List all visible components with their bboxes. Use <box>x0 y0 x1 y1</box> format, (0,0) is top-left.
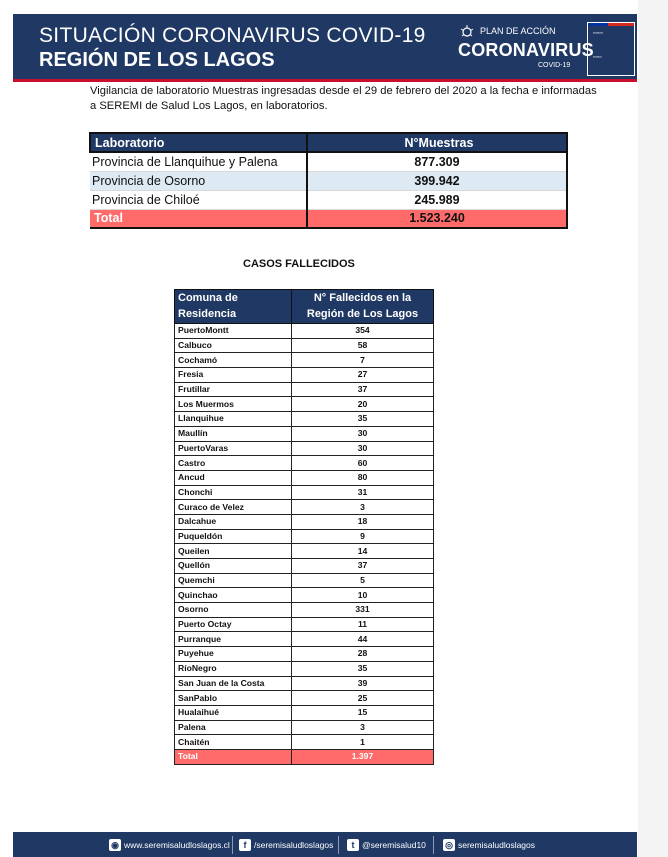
table-row <box>175 603 434 618</box>
coronavirus-brand-logo <box>458 26 594 76</box>
footer-facebook[interactable] <box>239 838 333 852</box>
table-row <box>175 514 434 529</box>
lab-value: 877.309 <box>307 152 567 171</box>
column-header-laboratorio: Laboratorio <box>90 133 307 152</box>
comuna-name: Los Muermos <box>175 397 292 412</box>
total-value: 1.397 <box>292 749 434 764</box>
table-row <box>175 661 434 676</box>
table-row <box>175 397 434 412</box>
fallecidos-count: 20 <box>292 397 434 412</box>
total-row <box>90 209 567 228</box>
comuna-name: Ancud <box>175 470 292 485</box>
fallecidos-count: 9 <box>292 529 434 544</box>
comuna-name: Cochamó <box>175 353 292 368</box>
comuna-name: Purranque <box>175 632 292 647</box>
table-row <box>175 426 434 441</box>
fallecidos-count: 15 <box>292 705 434 720</box>
fallecidos-count: 60 <box>292 456 434 471</box>
table-row <box>175 456 434 471</box>
table-row <box>90 152 567 171</box>
lab-name: Provincia de Chiloé <box>90 190 307 209</box>
table-row <box>175 720 434 735</box>
fallecidos-count: 10 <box>292 588 434 603</box>
twitter-icon: t <box>347 839 359 851</box>
footer-divider <box>338 836 339 854</box>
table-row <box>175 529 434 544</box>
total-value: 1.523.240 <box>307 209 567 228</box>
comuna-name: Puerto Octay <box>175 617 292 632</box>
comuna-name: Dalcahue <box>175 514 292 529</box>
intro-paragraph: Vigilancia de laboratorio Muestras ingresadas desde el 29 de febrero del 2020 a la fecha e informadas a SEREMI de Salud Los Lagos, en laboratorios. <box>90 85 597 112</box>
footer-twitter[interactable] <box>347 838 426 852</box>
table-row <box>175 500 434 515</box>
total-label: Total <box>90 209 307 228</box>
fallecidos-count: 44 <box>292 632 434 647</box>
table-row <box>175 588 434 603</box>
table-header-row <box>90 133 567 152</box>
page-margin <box>638 0 668 857</box>
table-row <box>175 338 434 353</box>
table-row <box>175 368 434 383</box>
fallecidos-count: 7 <box>292 353 434 368</box>
comuna-name: Quemchi <box>175 573 292 588</box>
fallecidos-count: 14 <box>292 544 434 559</box>
comuna-name: SanPablo <box>175 691 292 706</box>
fallecidos-count: 37 <box>292 382 434 397</box>
table-row <box>175 470 434 485</box>
lab-value: 399.942 <box>307 171 567 190</box>
comuna-name: Queilen <box>175 544 292 559</box>
table-row <box>175 573 434 588</box>
comuna-name: Calbuco <box>175 338 292 353</box>
lab-value: 245.989 <box>307 190 567 209</box>
fallecidos-count: 31 <box>292 485 434 500</box>
table-row <box>175 353 434 368</box>
comuna-name: Puyehue <box>175 647 292 662</box>
header-banner <box>13 14 637 82</box>
gov-logo-text: ▪▪▪▪▪▪▪▪ ▪▪▪▪▪▪▪ <box>593 31 603 59</box>
virus-icon <box>458 24 476 38</box>
fallecidos-count: 80 <box>292 470 434 485</box>
table-row <box>175 544 434 559</box>
footer-web[interactable] <box>109 838 230 852</box>
fallecidos-count: 3 <box>292 720 434 735</box>
fallecidos-count: 18 <box>292 514 434 529</box>
comuna-name: Chaitén <box>175 735 292 750</box>
instagram-icon: ◎ <box>443 839 455 851</box>
footer-divider <box>433 836 434 854</box>
column-header-fallecidos: N° Fallecidos en la Región de Los Lagos <box>292 290 434 324</box>
comuna-name: San Juan de la Costa <box>175 676 292 691</box>
table-row <box>175 676 434 691</box>
brand-main-label: CORONAVIRUS <box>458 40 594 60</box>
deaths-table <box>174 289 434 765</box>
lab-samples-table <box>89 132 568 229</box>
table-header-row <box>175 290 434 324</box>
table-row <box>175 485 434 500</box>
comuna-name: Puqueldón <box>175 529 292 544</box>
footer-bar <box>13 832 637 857</box>
table-row <box>175 559 434 574</box>
comuna-name: Frutillar <box>175 382 292 397</box>
comuna-name: Llanquihue <box>175 412 292 427</box>
fallecidos-count: 5 <box>292 573 434 588</box>
table-row <box>175 324 434 339</box>
comuna-name: Fresia <box>175 368 292 383</box>
brand-plan-label: PLAN DE ACCIÓN <box>480 26 556 36</box>
comuna-name: Palena <box>175 720 292 735</box>
comuna-name: Osorno <box>175 603 292 618</box>
fallecidos-count: 331 <box>292 603 434 618</box>
footer-instagram[interactable] <box>443 838 535 852</box>
fallecidos-count: 28 <box>292 647 434 662</box>
fallecidos-count: 35 <box>292 661 434 676</box>
fallecidos-count: 1 <box>292 735 434 750</box>
fallecidos-count: 11 <box>292 617 434 632</box>
fallecidos-count: 35 <box>292 412 434 427</box>
footer-facebook-text: /seremisaludloslagos <box>254 840 334 850</box>
table-row <box>175 735 434 750</box>
comuna-name: RíoNegro <box>175 661 292 676</box>
brand-sub-label: COVID-19 <box>538 62 571 69</box>
header-subtitle: REGIÓN DE LOS LAGOS <box>39 49 275 71</box>
total-label: Total <box>175 749 292 764</box>
comuna-name: PuertoVaras <box>175 441 292 456</box>
table-row <box>175 382 434 397</box>
globe-icon: ◉ <box>109 839 121 851</box>
footer-instagram-text: seremisaludloslagos <box>458 840 536 850</box>
table-row <box>175 412 434 427</box>
fallecidos-count: 58 <box>292 338 434 353</box>
header-title: SITUACIÓN CORONAVIRUS COVID-19 <box>39 24 426 47</box>
fallecidos-count: 37 <box>292 559 434 574</box>
facebook-icon: f <box>239 839 251 851</box>
footer-web-text: www.seremisaludloslagos.cl <box>124 840 230 850</box>
column-header-muestras: N°Muestras <box>307 133 567 152</box>
lab-name: Provincia de Llanquihue y Palena <box>90 152 307 171</box>
footer-twitter-text: @seremisalud10 <box>362 840 426 850</box>
fallecidos-count: 25 <box>292 691 434 706</box>
table-row <box>90 190 567 209</box>
lab-name: Provincia de Osorno <box>90 171 307 190</box>
comuna-name: Quinchao <box>175 588 292 603</box>
comuna-name: Quellón <box>175 559 292 574</box>
fallecidos-count: 30 <box>292 441 434 456</box>
column-header-comuna: Comuna de Residencia <box>175 290 292 324</box>
table-row <box>175 647 434 662</box>
fallecidos-count: 39 <box>292 676 434 691</box>
table-row <box>90 171 567 190</box>
fallecidos-count: 3 <box>292 500 434 515</box>
comuna-name: Curaco de Velez <box>175 500 292 515</box>
gobierno-logo <box>587 22 635 76</box>
comuna-name: Hualaihué <box>175 705 292 720</box>
section-title-fallecidos: CASOS FALLECIDOS <box>243 258 355 270</box>
table-row <box>175 632 434 647</box>
table-row <box>175 441 434 456</box>
table-row <box>175 705 434 720</box>
comuna-name: Castro <box>175 456 292 471</box>
fallecidos-count: 354 <box>292 324 434 339</box>
footer-divider <box>232 836 233 854</box>
total-row <box>175 749 434 764</box>
deaths-table-body <box>175 324 434 765</box>
comuna-name: Chonchi <box>175 485 292 500</box>
comuna-name: Maullín <box>175 426 292 441</box>
table-row <box>175 617 434 632</box>
fallecidos-count: 30 <box>292 426 434 441</box>
fallecidos-count: 27 <box>292 368 434 383</box>
comuna-name: PuertoMontt <box>175 324 292 339</box>
table-row <box>175 691 434 706</box>
